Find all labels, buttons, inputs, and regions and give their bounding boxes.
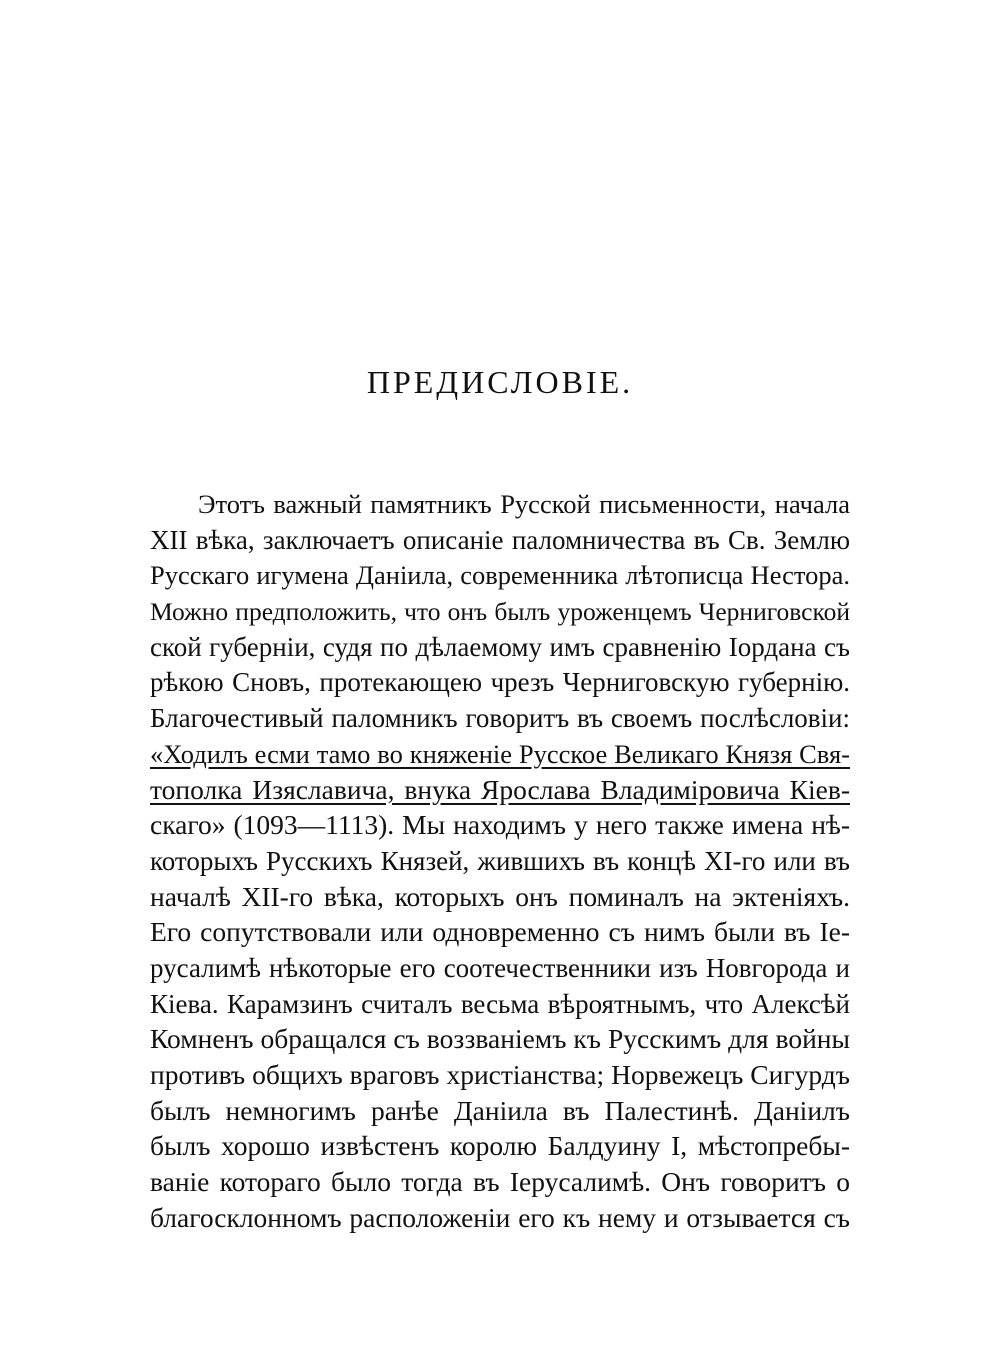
text-line: ваніе котораго было тогда въ Іерусалимѣ. Онъ говоритъ о [150,1166,850,1198]
page-title: ПРЕДИСЛОВІЕ. [366,364,634,400]
text-line: XII вѣка, заключаетъ описаніе паломничества въ Св. Землю [150,524,850,555]
text-line: благосклонномъ расположеніи его къ нему и отзывается съ [150,1201,850,1233]
text-line: Благочестивый паломникъ говоритъ въ своемъ послѣсловіи: [150,703,850,734]
text-line: Можно предположить, что онъ былъ уроженцемъ Черниговской [150,597,850,627]
preface-paragraph [150,486,850,1235]
text-line: Комненъ обращался съ воззваніемъ къ Русскимъ для войны [150,1023,850,1055]
text-line: скаго» (1093—1113). Мы находимъ у него также имена нѣ- [150,809,850,841]
text-line: которыхъ Русскихъ Князей, жившихъ въ концѣ XI-го или въ [150,845,850,876]
text-line: Его сопутствовали или одновременно съ нимъ были въ Іе- [150,916,850,948]
text-line: Русскаго игумена Даніила, современника лѣтописца Нестора. [150,560,850,591]
text-line: началѣ XII-го вѣка, которыхъ онъ поминалъ на эктеніяхъ. [150,880,850,912]
text-line: ской губерніи, судя по дѣлаемому имъ сравненію Іордана съ [150,631,850,662]
text-line: Этотъ важный памятникъ Русской письменности, начала [198,489,850,519]
text-line: Кіева. Карамзинъ считалъ весьма вѣроятнымъ, что Алексѣй [150,988,850,1019]
text-line: былъ немногимъ ранѣе Даніила въ Палестинѣ. Даніилъ [150,1094,850,1126]
text-line: «Ходилъ есми тамо во княженіе Русское Великаго Князя Свя- [150,738,850,769]
text-line: былъ хорошо извѣстенъ королю Балдуину I, мѣстопребы- [150,1130,850,1162]
text-line: тополка Изяславича, внука Ярослава Владиміровича Кіев- [150,773,850,805]
text-line: противъ общихъ враговъ христіанства; Норвежецъ Сигурдъ [150,1059,850,1090]
text-line: рѣкою Сновъ, протекающею чрезъ Черниговскую губернію. [150,667,850,698]
text-line: русалимѣ нѣкоторые его соотечественники изъ Новгорода и [150,952,850,983]
